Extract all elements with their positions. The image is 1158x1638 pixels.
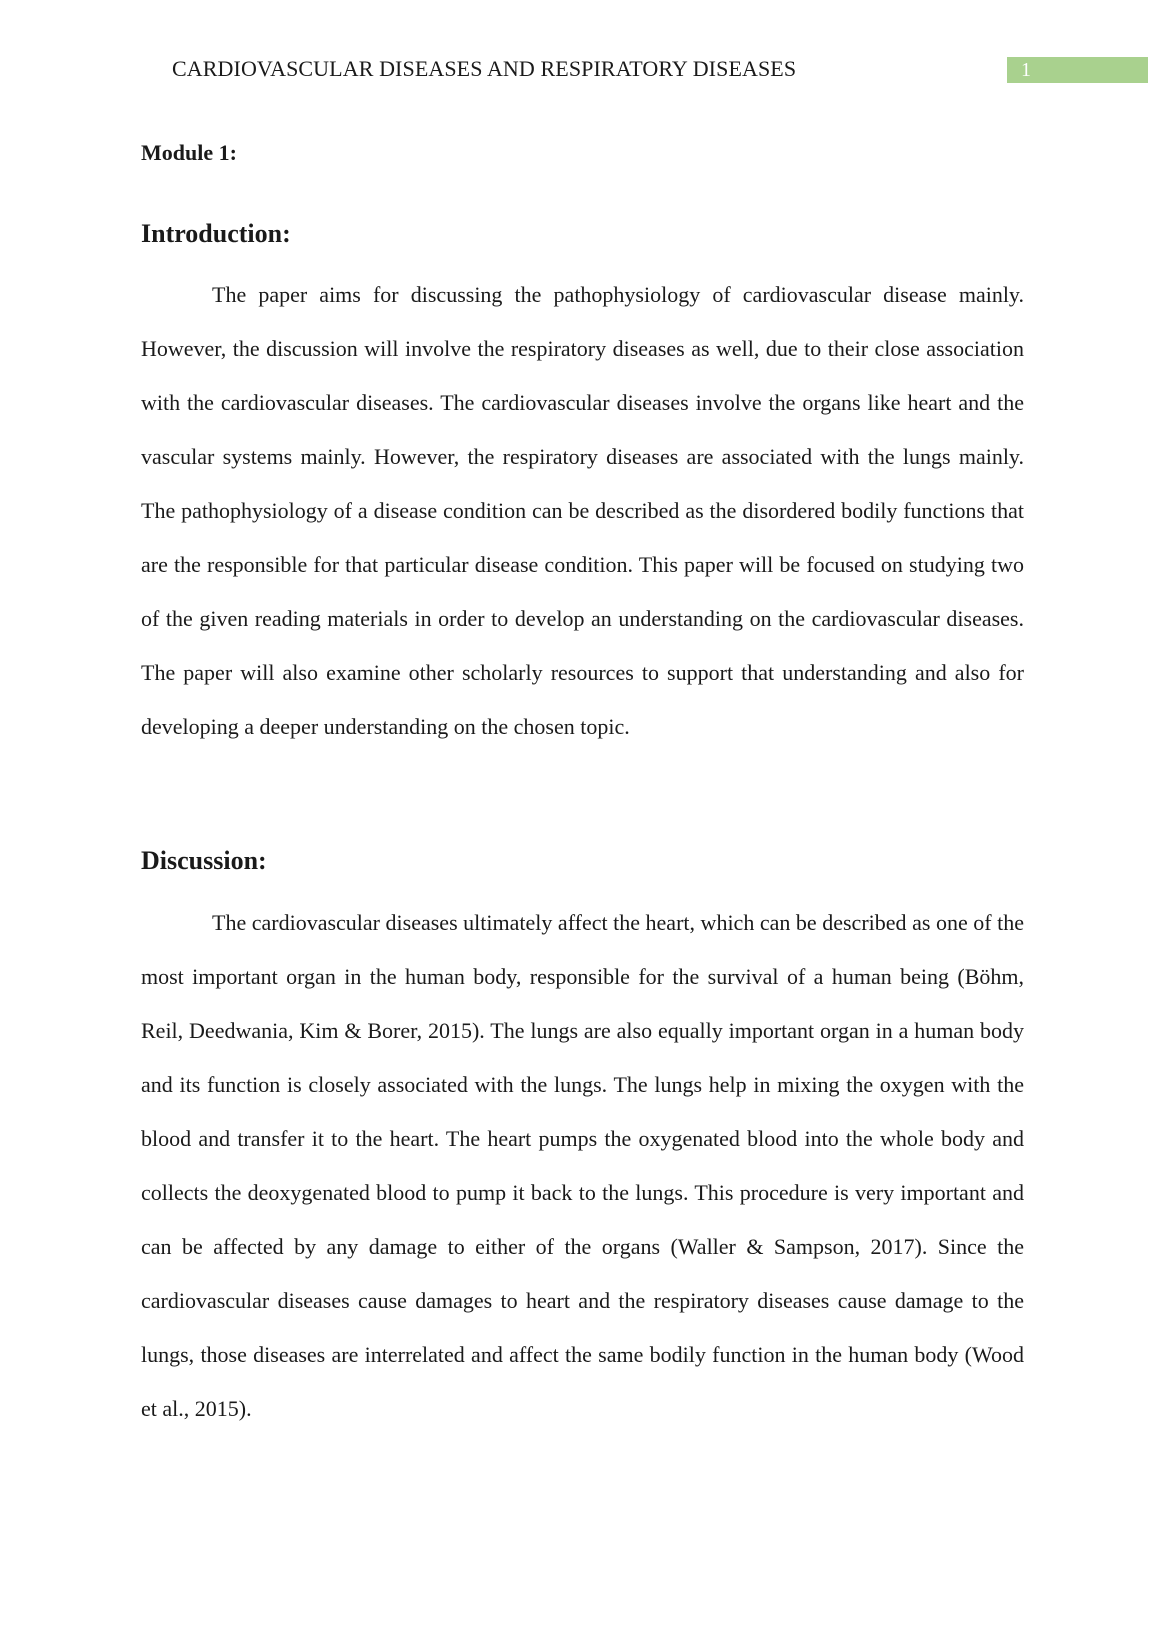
module-label: Module 1: [141, 140, 237, 165]
running-head: CARDIOVASCULAR DISEASES AND RESPIRATORY DISEASES [172, 56, 797, 81]
page-number: 1 [1007, 57, 1148, 83]
discussion-heading: Discussion: [141, 846, 267, 875]
discussion-paragraph: The cardiovascular diseases ultimately affect the heart, which can be described as one of the most important organ in the human body, responsible for the survival of a human being (Böhm, Reil, Deedwania, Kim & Borer, 2015). The lungs are also equally important organ in a human body and its function is closely associated with the lungs. The lungs help in mixing the oxygen with the blood and transfer it to the heart. The heart pumps the oxygenated blood into the whole body and collects the deoxygenated blood to pump it back to the lungs. This procedure is very important and can be affected by any damage to either of the organs (Waller & Sampson, 2017). Since the cardiovascular diseases cause damages to heart and the respiratory diseases cause damage to the lungs, those diseases are interrelated and affect the same bodily function in the human body (Wood et al., 2015). [141, 910, 1024, 1421]
introduction-paragraph: The paper aims for discussing the pathophysiology of cardiovascular disease mainly. However, the discussion will involve the respiratory diseases as well, due to their close association with the cardiovascular diseases. The cardiovascular diseases involve the organs like heart and the vascular systems mainly. However, the respiratory diseases are associated with the lungs mainly. The pathophysiology of a disease condition can be described as the disordered bodily functions that are the responsible for that particular disease condition. This paper will be focused on studying two of the given reading materials in order to develop an understanding on the cardiovascular diseases. The paper will also examine other scholarly resources to support that understanding and also for developing a deeper understanding on the chosen topic. [141, 282, 1024, 739]
introduction-heading: Introduction: [141, 219, 291, 248]
